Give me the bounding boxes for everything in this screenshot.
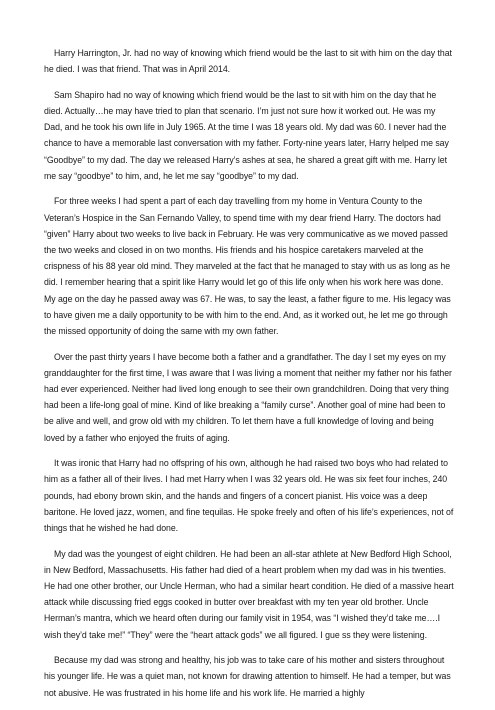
paragraph-3: For three weeks I had spent a part of each day travelling from my home in Ventura County to the Veteran’s Hospice in the San Fernando Valley, to spend time with my dear friend Harry. The doctors had “given” Harry about two weeks to live back in February. He was very communicative as we moved passed the two weeks and closed in on two months. His friends and his hospice caretakers marveled at the crispness of his 88 year old mind. They marveled at the fact that he managed to stay with us as long as he did. I remember hearing that a spirit like Harry would let go of this life only when his work here was done. My age on the day he passed away was 67. He was, to say the least, a father figure to me. His legacy was to have given me a daily opportunity to be with him to the end. And, as it worked out, he let me go through the missed opportunity of doing the same with my own father. [44, 196, 451, 337]
paragraph-6: My dad was the youngest of eight children. He had been an all-star athlete at New Bedford High School, in New Bedford, Massachusetts. His father had died of a heart problem when my dad was in his twenties. He had one other brother, our Uncle Herman, who had a similar heart condition. He died of a massive heart attack while discussing fried eggs cooked in butter over breakfast with my ten year old brother. Uncle Herman’s mantra, which we heard often during our family visit in 1954, was “I wished they’d take me….I wish they’d take me!” “They” were the “heart attack gods” we all figured. I gue ss they were listening. [44, 548, 454, 640]
document-page [44, 45, 454, 710]
paragraph-1: Harry Harrington, Jr. had no way of knowing which friend would be the last to sit with him on the day that he died. I was that friend. That was in April 2014. [44, 48, 452, 75]
paragraph-7: Because my dad was strong and healthy, his job was to take care of his mother and sisters throughout his younger life. He was a quiet man, not known for drawing attention to himself. He had a temper, but was not abusive. He was frustrated in his home life and his work life. He married a highly [44, 655, 451, 698]
paragraph-4: Over the past thirty years I have become both a father and a grandfather. The day I set my eyes on my granddaughter for the first time, I was aware that I was living a moment that neither my father nor his father had ever experienced. Neither had lived long enough to see their own grandchildren. Doing that very thing had been a life-long goal of mine. Kind of like breaking a “family curse”. Another goal of mine had been to be alive and well, and grow old with my children. To let them have a full knowledge of loving and being loved by a father who enjoyed the fruits of aging. [44, 351, 452, 443]
paragraph-2: Sam Shapiro had no way of knowing which friend would be the last to sit with him on the day that he died. Actually…he may have tried to plan that scenario. I’m just not sure how it worked out. He was my Dad, and he took his own life in July 1965. At the time I was 18 years old. My dad was 60. I never had the chance to have a memorable last conversation with my father. Forty-nine years later, Harry helped me say “Goodbye” to my dad. The day we released Harry’s ashes at sea, he shared a great gift with me. Harry let me say “goodbye” to him, and, he let me say “goodbye” to my dad. [44, 89, 449, 181]
paragraph-5: It was ironic that Harry had no offspring of his own, although he had raised two boys who had related to him as a father all of their lives. I had met Harry when I was 32 years old. He was six feet four inches, 240 pounds, had ebony brown skin, and the hands and fingers of a concert pianist. His voice was a deep baritone. He loved jazz, women, and fine tequilas. He spoke freely and often of his life’s experiences, not of things that he wished he had done. [44, 458, 454, 534]
